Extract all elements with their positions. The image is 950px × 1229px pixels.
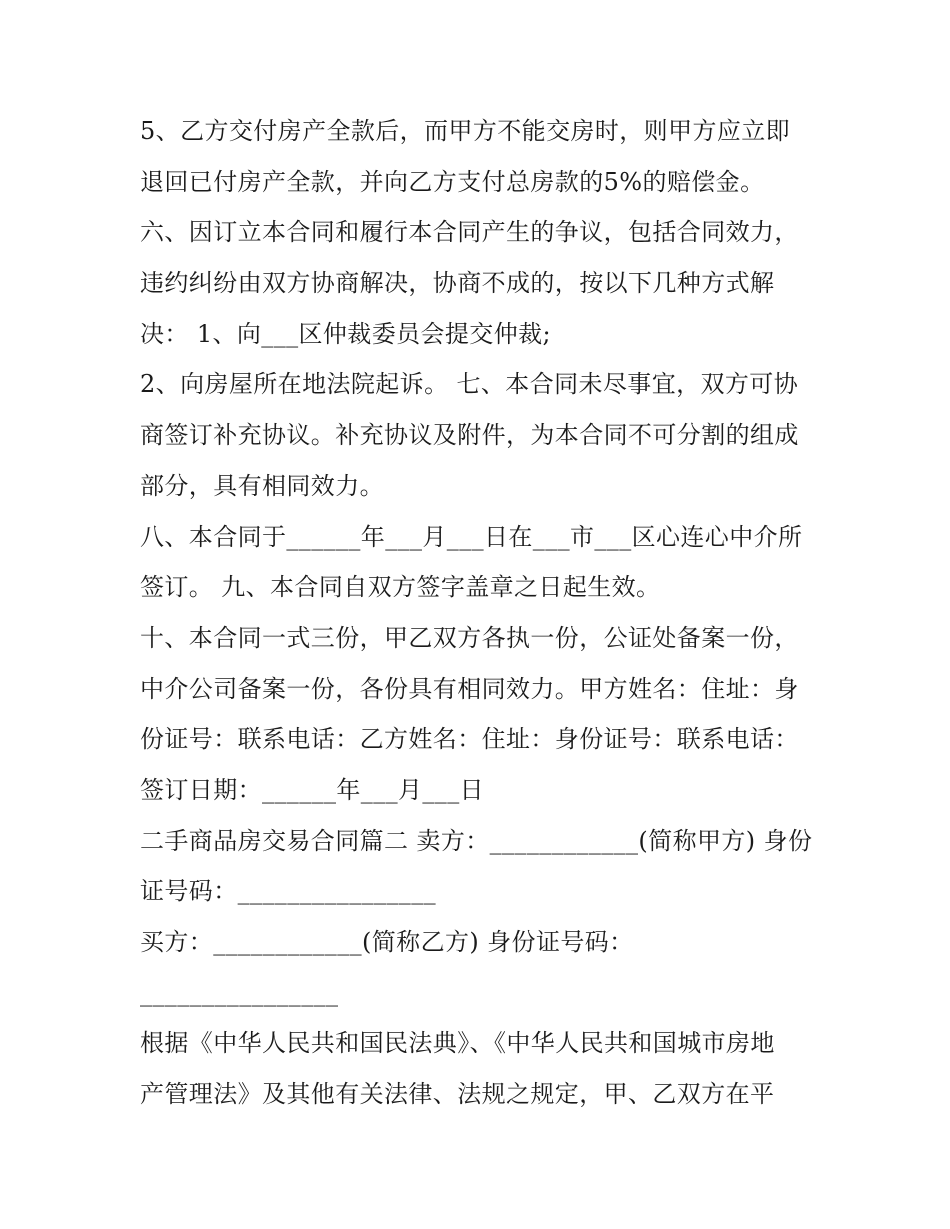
- text-line: 二手商品房交易合同篇二 卖方：____________(简称甲方) 身份: [140, 826, 813, 855]
- text-line: 中介公司备案一份，各份具有相同效力。甲方姓名：住址：身: [140, 674, 799, 703]
- text-line: 六、因订立本合同和履行本合同产生的争议，包括合同效力，: [140, 218, 799, 247]
- text-line: 根据《中华人民共和国民法典》、《中华人民共和国城市房地: [140, 1029, 775, 1058]
- text-line: 5、乙方交付房产全款后，而甲方不能交房时，则甲方应立即: [140, 117, 791, 145]
- text-line: 部分，具有相同效力。: [140, 471, 384, 500]
- text-line: 八、本合同于______年___月___日在___市___区心连心中介所: [140, 522, 803, 551]
- text-line: 签订。 九、本合同自双方签字盖章之日起生效。: [140, 573, 661, 602]
- text-line: 买方：____________(简称乙方) 身份证号码：: [140, 928, 634, 956]
- text-line: 签订日期：______年___月___日: [140, 775, 484, 804]
- text-line: 产管理法》及其他有关法律、法规之规定，甲、乙双方在平: [140, 1080, 775, 1109]
- text-line: 退回已付房产全款，并向乙方支付总房款的5%的赔偿金。: [140, 167, 765, 196]
- text-line: 证号码：________________: [140, 877, 436, 906]
- text-line: 十、本合同一式三份，甲乙双方各执一份，公证处备案一份，: [140, 623, 799, 652]
- text-line: 决： 1、向___区仲裁委员会提交仲裁;: [140, 319, 551, 348]
- text-line: 2、向房屋所在地法院起诉。 七、本合同未尽事宜，双方可协: [140, 370, 799, 399]
- contract-text: [140, 106, 820, 1120]
- text-line: 违约纠纷由双方协商解决，协商不成的，按以下几种方式解: [140, 269, 775, 298]
- text-line: 份证号：联系电话：乙方姓名：住址：身份证号：联系电话：: [140, 725, 799, 754]
- text-line: 商签订补充协议。补充协议及附件，为本合同不可分割的组成: [140, 421, 799, 450]
- text-line: ________________: [140, 978, 339, 1007]
